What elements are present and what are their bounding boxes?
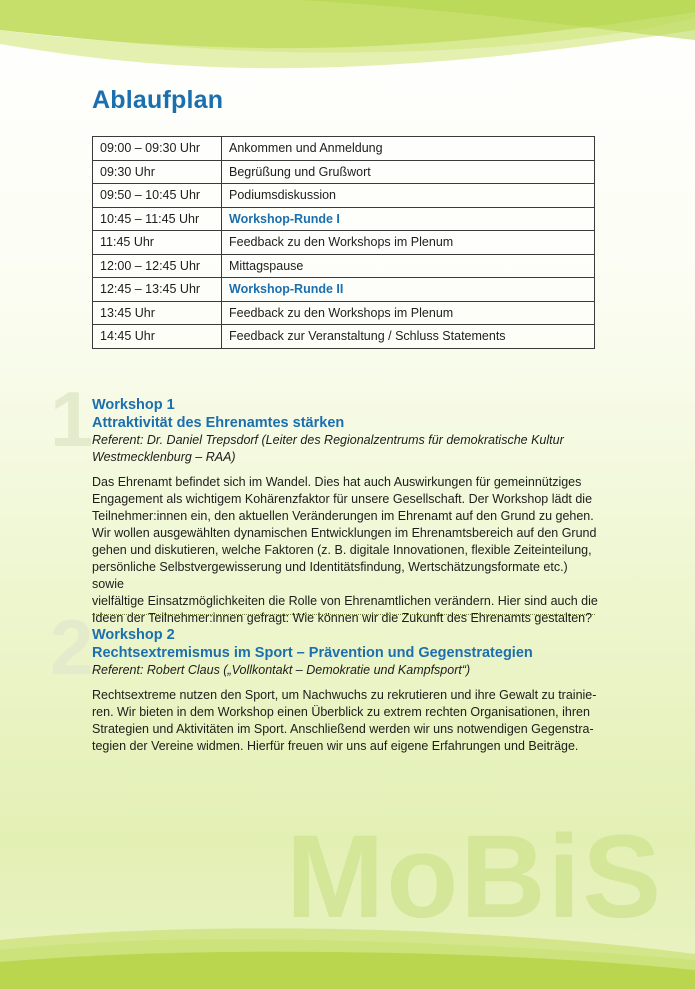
schedule-row bbox=[93, 207, 595, 231]
workshop-2 bbox=[92, 626, 598, 755]
schedule-time: 11:45 Uhr bbox=[93, 231, 222, 255]
workshop-2-line: tegien der Vereine widmen. Hierfür freuen wir uns auf eigene Erfahrungen und Beiträge. bbox=[92, 739, 579, 753]
schedule-row bbox=[93, 160, 595, 184]
schedule-time: 12:00 – 12:45 Uhr bbox=[93, 254, 222, 278]
schedule-table bbox=[92, 136, 595, 349]
workshop-1-line: Teilnehmer:innen ein, den aktuellen Veränderungen im Ehrenamt auf den Grund zu gehen. bbox=[92, 509, 594, 523]
workshop-2-description bbox=[92, 687, 598, 755]
schedule-time: 09:30 Uhr bbox=[93, 160, 222, 184]
workshop-1-description bbox=[92, 474, 598, 627]
workshop-2-number: 2 bbox=[50, 603, 94, 691]
page-title: Ablaufplan bbox=[92, 86, 224, 114]
workshop-2-referent: Referent: Robert Claus („Vollkontakt – Demokratie und Kampfsport“) bbox=[92, 663, 471, 677]
workshop-2-line: Rechtsextreme nutzen den Sport, um Nachwuchs zu rekrutieren und ihre Gewalt zu trainie- bbox=[92, 688, 597, 702]
schedule-time: 09:50 – 10:45 Uhr bbox=[93, 184, 222, 208]
schedule-item: Begrüßung und Grußwort bbox=[222, 160, 595, 184]
schedule-item: Feedback zur Veranstaltung / Schluss Statements bbox=[222, 325, 595, 349]
workshop-1-line: persönliche Selbstvergewisserung und Identitätsfindung, Wertschätzungsformate etc.) sowie bbox=[92, 560, 568, 591]
schedule-item: Workshop-Runde II bbox=[222, 278, 595, 302]
schedule-item: Ankommen und Anmeldung bbox=[222, 137, 595, 161]
schedule-row bbox=[93, 301, 595, 325]
workshop-1-line: Ideen der Teilnehmer:innen gefragt: Wie können wir die Zukunft des Ehrenamts gestalten? bbox=[92, 611, 593, 625]
workshop-2-line: Strategien und Aktivitäten im Sport. Anschließend werden wir uns notwendigen Gegenstra- bbox=[92, 722, 594, 736]
schedule-time: 09:00 – 09:30 Uhr bbox=[93, 137, 222, 161]
schedule-row bbox=[93, 325, 595, 349]
mobis-watermark: MoBiS bbox=[286, 811, 664, 943]
workshop-1-line: vielfältige Einsatzmöglichkeiten die Rolle von Ehrenamtlichen verändern. Hier sind auch die bbox=[92, 594, 598, 608]
schedule-row bbox=[93, 254, 595, 278]
workshop-1 bbox=[92, 396, 598, 627]
workshop-2-label: Workshop 2 bbox=[92, 627, 175, 643]
schedule-item: Feedback zu den Workshops im Plenum bbox=[222, 231, 595, 255]
workshop-2-line: ren. Wir bieten in dem Workshop einen Überblick zu extrem rechten Organisationen, ihren bbox=[92, 705, 590, 719]
schedule-row bbox=[93, 137, 595, 161]
schedule-row bbox=[93, 278, 595, 302]
schedule-row bbox=[93, 184, 595, 208]
workshop-1-line: Wir wollen ausgewählten dynamischen Entwicklungen im Ehrenamtsbereich auf den Grund bbox=[92, 526, 597, 540]
workshop-1-title: Attraktivität des Ehrenamtes stärken bbox=[92, 415, 345, 431]
schedule-row bbox=[93, 231, 595, 255]
schedule-time: 13:45 Uhr bbox=[93, 301, 222, 325]
workshop-1-line: gehen und diskutieren, welche Faktoren (z. B. digitale Innovationen, flexible Zeiteinteilung, bbox=[92, 543, 592, 557]
schedule-item: Mittagspause bbox=[222, 254, 595, 278]
schedule-item: Workshop-Runde I bbox=[222, 207, 595, 231]
schedule-time: 14:45 Uhr bbox=[93, 325, 222, 349]
schedule-item: Feedback zu den Workshops im Plenum bbox=[222, 301, 595, 325]
workshop-1-referent-cont: Westmecklenburg – RAA) bbox=[92, 450, 236, 464]
workshop-2-title: Rechtsextremismus im Sport – Prävention und Gegenstrategien bbox=[92, 645, 533, 661]
workshop-1-number: 1 bbox=[50, 375, 94, 463]
schedule-time: 10:45 – 11:45 Uhr bbox=[93, 207, 222, 231]
workshop-1-line: Das Ehrenamt befindet sich im Wandel. Dies hat auch Auswirkungen für gemeinnütziges bbox=[92, 475, 582, 489]
schedule-item: Podiumsdiskussion bbox=[222, 184, 595, 208]
workshop-1-label: Workshop 1 bbox=[92, 397, 175, 413]
schedule-time: 12:45 – 13:45 Uhr bbox=[93, 278, 222, 302]
workshop-1-referent: Referent: Dr. Daniel Trepsdorf (Leiter des Regionalzentrums für demokratische Kultur bbox=[92, 433, 564, 447]
workshop-1-line: Engagement als wichtigem Kohärenzfaktor für unsere Gesellschaft. Der Workshop lädt die bbox=[92, 492, 593, 506]
